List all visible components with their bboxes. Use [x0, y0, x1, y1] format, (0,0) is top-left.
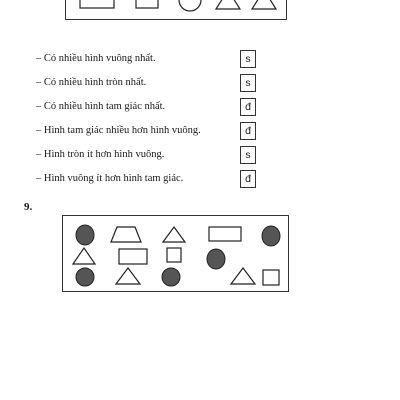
- triangle-shape: [216, 0, 240, 9]
- trapezoid-shape: [111, 227, 141, 242]
- triangle-shape: [231, 268, 255, 284]
- answer-box[interactable]: đ: [240, 122, 256, 140]
- top-shapes-svg: [66, 0, 288, 20]
- square-shape: [167, 248, 181, 262]
- statement-text: – Hình vuông ít hơn hình tam giác.: [36, 173, 184, 184]
- top-shape-figure: [65, 0, 287, 20]
- exercise-shapes-svg: [63, 216, 290, 293]
- answer-box[interactable]: s: [240, 146, 256, 164]
- circle-shape: [179, 0, 201, 11]
- statement-list: [36, 50, 296, 194]
- exercise-shape-figure: [62, 215, 289, 292]
- exercise-number: 9.: [24, 201, 33, 213]
- statement-row: [36, 98, 296, 122]
- statement-row: [36, 74, 296, 98]
- rectangle-shape: [209, 227, 241, 241]
- rectangle-shape: [80, 0, 114, 8]
- triangle-shape: [116, 268, 140, 284]
- statement-text: – Hình tròn ít hơn hình vuông.: [36, 149, 165, 160]
- statement-text: – Hình tam giác nhiều hơn hình vuông.: [36, 125, 201, 136]
- filled-circle-shape: [207, 249, 225, 269]
- statement-text: – Có nhiều hình tam giác nhất.: [36, 101, 166, 112]
- statement-row: [36, 122, 296, 146]
- square-shape: [263, 270, 279, 285]
- answer-box[interactable]: đ: [240, 170, 256, 188]
- filled-circle-shape: [76, 225, 94, 245]
- statement-row: [36, 170, 296, 194]
- statement-row: [36, 50, 296, 74]
- filled-circle-shape: [162, 268, 180, 286]
- square-shape: [136, 0, 158, 8]
- rectangle-shape: [119, 249, 147, 264]
- triangle-shape: [73, 248, 95, 264]
- filled-circle-shape: [76, 268, 94, 286]
- filled-circle-shape: [262, 226, 280, 246]
- answer-box[interactable]: đ: [240, 98, 256, 116]
- answer-box[interactable]: s: [240, 50, 256, 68]
- answer-box[interactable]: s: [240, 74, 256, 92]
- statement-text: – Có nhiều hình vuông nhất.: [36, 53, 156, 64]
- statement-text: – Có nhiều hình tròn nhất.: [36, 77, 147, 88]
- triangle-shape: [163, 227, 185, 242]
- statement-row: [36, 146, 296, 170]
- triangle-shape: [252, 0, 276, 9]
